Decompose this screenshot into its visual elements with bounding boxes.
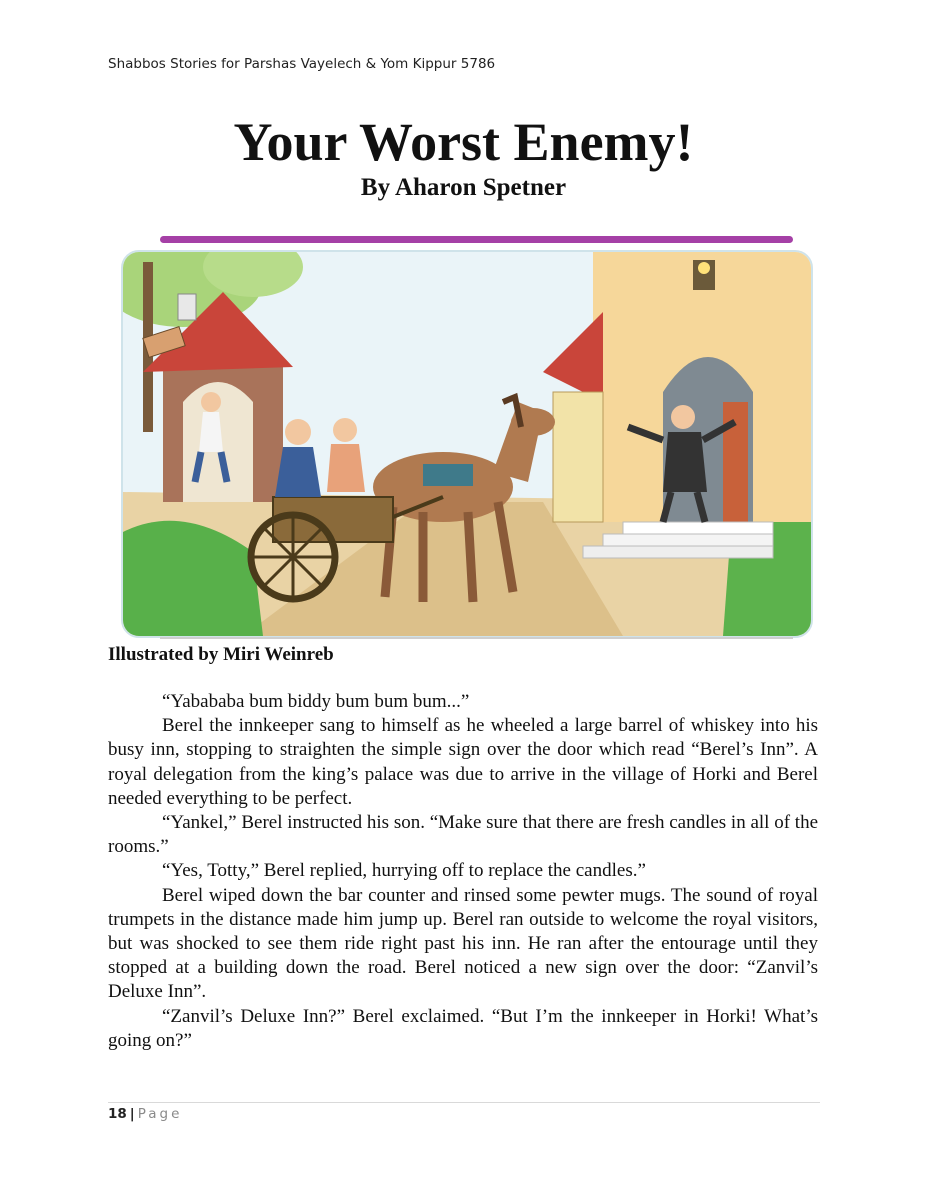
title-divider	[160, 236, 793, 243]
story-paragraph: “Yabababa bum biddy bum bum bum...”	[162, 691, 470, 712]
story-paragraph: Berel wiped down the bar counter and rinsed some pewter mugs. The sound of royal trumpets in the distance made him jump up. Berel ran outside to welcome the royal visitors, but was shocked to see them ride right past his inn. He ran after the entourage until they stopped at a building down the road. Berel noticed a new sign over the door: “Zanvil’s Deluxe Inn”.	[108, 884, 818, 1003]
page-number: 18	[108, 1106, 127, 1122]
page-footer	[108, 1106, 182, 1122]
page-label: Page	[137, 1106, 183, 1122]
article-title: Your Worst Enemy!	[233, 112, 694, 172]
story-paragraph: “Yankel,” Berel instructed his son. “Make sure that there are fresh candles in all of the rooms.”	[108, 812, 818, 858]
illustration-divider	[160, 637, 793, 639]
footer-separator: |	[129, 1106, 135, 1122]
story-paragraph: “Zanvil’s Deluxe Inn?” Berel exclaimed. “But I’m the innkeeper in Horki! What’s going on?”	[108, 1005, 818, 1051]
story-body	[108, 690, 818, 1053]
story-illustration	[121, 250, 813, 638]
story-paragraph: Berel the innkeeper sang to himself as he wheeled a large barrel of whiskey into his busy inn, stopping to straighten the simple sign over the door which read “Berel’s Inn”. A royal delegation from the king’s palace was due to arrive in the village of Horki and Berel needed everything to be perfect.	[108, 715, 818, 809]
illustration-credit: Illustrated by Miri Weinreb	[108, 644, 334, 665]
story-paragraph: “Yes, Totty,” Berel replied, hurrying off to replace the candles.”	[162, 860, 646, 882]
running-header: Shabbos Stories for Parshas Vayelech & Yom Kippur 5786	[108, 56, 496, 72]
illustration-svg	[123, 252, 811, 636]
footer-divider	[108, 1102, 820, 1103]
article-byline: By Aharon Spetner	[360, 174, 567, 201]
